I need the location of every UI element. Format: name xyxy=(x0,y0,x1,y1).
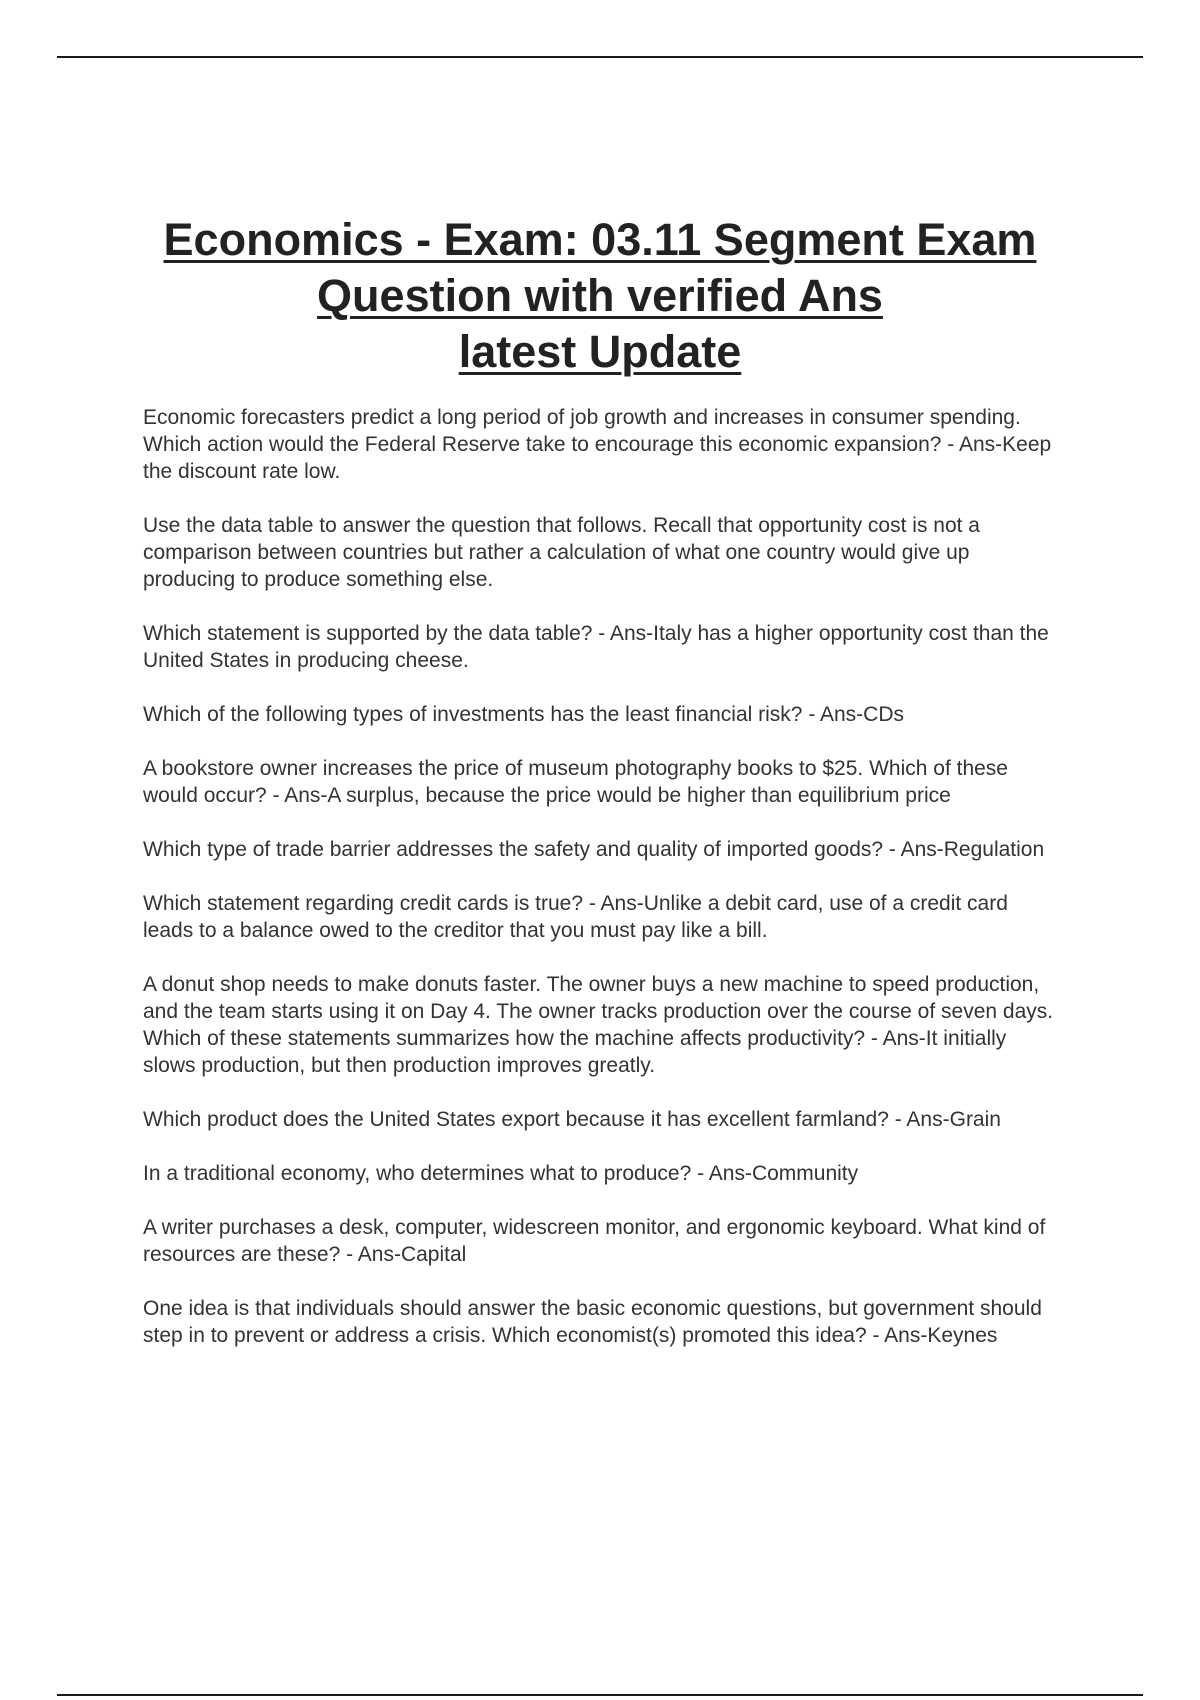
question-answer-12: One idea is that individuals should answer the basic economic questions, but government should step in to prevent or address a crisis. Which economist(s) promoted this idea? - Ans-Keynes xyxy=(143,1297,1042,1347)
question-answer-10: In a traditional economy, who determines what to produce? - Ans-Community xyxy=(143,1162,859,1185)
question-answer-2: Use the data table to answer the question that follows. Recall that opportunity cost is not a comparison between countries but rather a calculation of what one country would give up producing to produce something else. xyxy=(143,514,980,591)
question-answer-3: Which statement is supported by the data table? - Ans-Italy has a higher opportunity cost than the United States in producing cheese. xyxy=(143,622,1049,672)
question-answer-6: Which type of trade barrier addresses the safety and quality of imported goods? - Ans-Regulation xyxy=(143,838,1045,861)
title-line-2: Question with verified Ans xyxy=(317,270,883,321)
question-answer-5: A bookstore owner increases the price of museum photography books to $25. Which of these would occur? - Ans-A surplus, because the price would be higher than equilibrium price xyxy=(143,757,1008,807)
title-line-3: latest Update xyxy=(458,326,742,377)
question-answer-7: Which statement regarding credit cards is true? - Ans-Unlike a debit card, use of a credit card leads to a balance owed to the creditor that you must pay like a bill. xyxy=(143,892,1008,942)
document-title xyxy=(100,212,1100,380)
question-answer-8: A donut shop needs to make donuts faster. The owner buys a new machine to speed production, and the team starts using it on Day 4. The owner tracks production over the course of seven days. Which of these statements summarizes how the machine affects productivity? - Ans-It initially slows production, but then production improves greatly. xyxy=(143,973,1054,1077)
bottom-divider xyxy=(57,1694,1143,1696)
top-divider xyxy=(57,56,1143,58)
question-answer-9: Which product does the United States export because it has excellent farmland? - Ans-Grain xyxy=(143,1108,1001,1131)
question-answer-11: A writer purchases a desk, computer, widescreen monitor, and ergonomic keyboard. What kind of resources are these? - Ans-Capital xyxy=(143,1216,1046,1266)
question-answer-4: Which of the following types of investments has the least financial risk? - Ans-CDs xyxy=(143,703,905,726)
question-list xyxy=(143,404,1063,1376)
question-answer-1: Economic forecasters predict a long period of job growth and increases in consumer spending. Which action would the Federal Reserve take to encourage this economic expansion? - Ans-Keep the discount rate low. xyxy=(143,406,1052,483)
title-line-1: Economics - Exam: 03.11 Segment Exam xyxy=(163,214,1037,265)
